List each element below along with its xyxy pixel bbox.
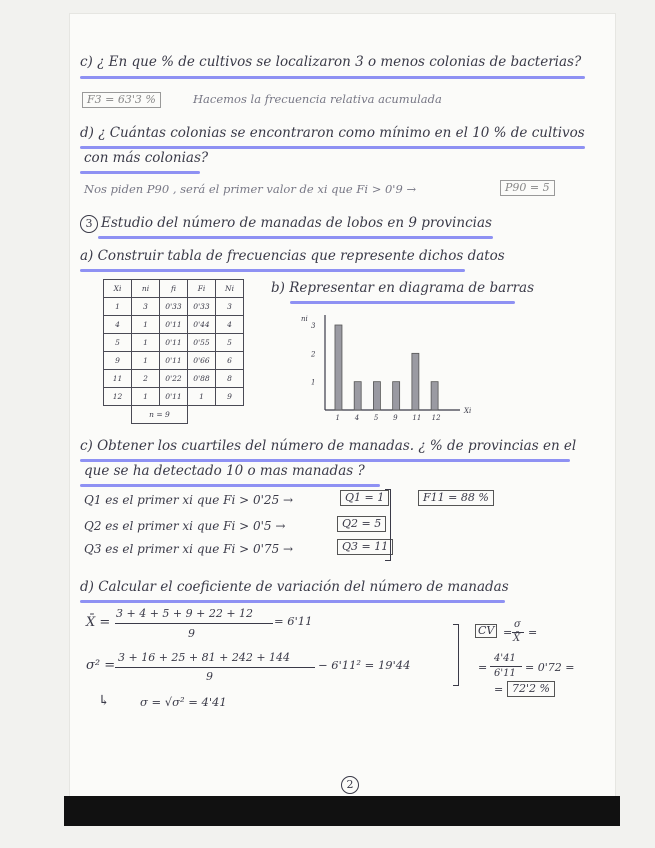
table-row xyxy=(104,370,244,388)
table-cell: 0'88 xyxy=(188,370,216,388)
bar xyxy=(393,382,400,410)
table-cell: 0'11 xyxy=(160,334,188,352)
table-cell: 0'11 xyxy=(160,388,188,406)
table-cell: 1 xyxy=(132,316,160,334)
highlight-d3 xyxy=(80,600,505,603)
bar xyxy=(335,325,342,410)
header-Fi: Fi xyxy=(188,280,216,298)
highlight-d1-line1 xyxy=(80,146,585,149)
frequency-table xyxy=(103,279,244,424)
bar-chart xyxy=(295,300,472,422)
cv-brace xyxy=(453,624,459,686)
table-cell: 0'11 xyxy=(160,316,188,334)
x-tick-label: 9 xyxy=(393,414,398,422)
a3-question: a) Construir tabla de frecuencias que represente dichos datos xyxy=(80,248,505,264)
highlight-c3-line1 xyxy=(80,459,570,462)
c3-question-line2: que se ha detectado 10 o mas manadas ? xyxy=(84,463,365,479)
bar xyxy=(412,353,419,410)
cv-lhs: CV xyxy=(475,624,497,638)
mean-numerator: 3 + 4 + 5 + 9 + 22 + 12 xyxy=(116,607,254,620)
table-cell: 5 xyxy=(216,334,244,352)
d1-question-line1: d) ¿ Cuántas colonias se encontraron como mínimo en el 10 % de cultivos xyxy=(80,125,585,141)
table-cell: 9 xyxy=(216,388,244,406)
highlight-c1 xyxy=(80,76,585,79)
table-cell: 1 xyxy=(188,388,216,406)
mean-fraction-bar xyxy=(115,623,273,624)
page-bottom-edge xyxy=(64,796,620,826)
table-row xyxy=(104,352,244,370)
d1-answer-box: P90 = 5 xyxy=(500,180,555,196)
x-tick-label: 12 xyxy=(431,414,441,422)
mean-lhs: X̄ = xyxy=(86,615,111,630)
cv-value: = 0'72 = xyxy=(525,661,575,674)
table-header-row xyxy=(104,280,244,298)
cv-equals-4: = xyxy=(494,683,504,696)
q3-box: Q3 = 11 xyxy=(337,539,393,555)
d1-question-line2: con más colonias? xyxy=(84,150,209,166)
cv-formula-den: X̄ xyxy=(513,633,521,644)
page-number: 2 xyxy=(341,776,359,794)
highlight-a3 xyxy=(80,269,465,272)
table-cell: 1 xyxy=(132,388,160,406)
bar xyxy=(373,382,380,410)
y-axis-label: ni xyxy=(301,315,308,323)
table-total-row xyxy=(104,406,244,424)
q2-text: Q2 es el primer xi que Fi > 0'5 → xyxy=(84,519,286,533)
table-cell: 3 xyxy=(216,298,244,316)
variance-result: − 6'11² = 19'44 xyxy=(318,658,411,672)
cv-fraction-bar xyxy=(490,666,522,667)
table-cell: 4 xyxy=(216,316,244,334)
highlight-section3 xyxy=(98,236,493,239)
cv-equals-3: = xyxy=(478,661,488,674)
table-row xyxy=(104,388,244,406)
section3-number: 3 xyxy=(80,215,98,233)
table-cell: 0'11 xyxy=(160,352,188,370)
table-row xyxy=(104,316,244,334)
x-tick-label: 5 xyxy=(373,414,379,422)
table-cell: 0'44 xyxy=(188,316,216,334)
d1-answer: Nos piden P90 , será el primer valor de xi que Fi > 0'9 → xyxy=(84,182,417,196)
header-ni: ni xyxy=(132,280,160,298)
b3-question: b) Representar en diagrama de barras xyxy=(271,280,535,296)
table-cell: 0'55 xyxy=(188,334,216,352)
bar xyxy=(431,382,438,410)
c3-question-line1: c) Obtener los cuartiles del número de manadas. ¿ % de provincias en el xyxy=(80,438,577,454)
cv-result-box: 72'2 % xyxy=(507,681,555,697)
y-tick-label: 1 xyxy=(311,378,316,387)
table-cell: 0'33 xyxy=(188,298,216,316)
header-xi: Xi xyxy=(104,280,132,298)
x-tick-label: 11 xyxy=(412,414,422,422)
c1-note: Hacemos la frecuencia relativa acumulada xyxy=(193,92,442,106)
f11-box: F11 = 88 % xyxy=(418,490,494,506)
table-row xyxy=(104,334,244,352)
table-cell: 3 xyxy=(132,298,160,316)
variance-fraction-bar xyxy=(115,667,315,668)
q2-box: Q2 = 5 xyxy=(337,516,386,532)
y-tick-label: 2 xyxy=(311,350,316,359)
cv-num: 4'41 xyxy=(494,653,516,664)
y-tick-label: 3 xyxy=(311,322,316,330)
table-cell: 1 xyxy=(132,334,160,352)
table-cell: 9 xyxy=(104,352,132,370)
header-Ni: Ni xyxy=(216,280,244,298)
quartiles-brace xyxy=(385,489,391,561)
header-fi: fi xyxy=(160,280,188,298)
table-total: n = 9 xyxy=(132,406,188,424)
x-axis-label: Xi xyxy=(464,407,472,415)
q3-text: Q3 es el primer xi que Fi > 0'75 → xyxy=(84,542,294,556)
cv-equals: = xyxy=(503,626,513,639)
highlight-c3-line2 xyxy=(80,484,380,487)
c1-answer-box: F3 = 63'3 % xyxy=(82,92,161,108)
table-cell: 1 xyxy=(104,298,132,316)
q1-box: Q1 = 1 xyxy=(340,490,389,506)
variance-lhs: σ² = xyxy=(86,658,116,673)
bar xyxy=(354,382,361,410)
cv-formula-num: σ xyxy=(514,619,521,630)
table-cell: 2 xyxy=(132,370,160,388)
d3-question: d) Calcular el coeficiente de variación del número de manadas xyxy=(80,579,509,595)
cv-equals-2: = xyxy=(528,626,538,639)
highlight-d1-line2 xyxy=(80,171,200,174)
section3-title: Estudio del número de manadas de lobos en 9 provincias xyxy=(101,215,492,231)
table-cell: 0'66 xyxy=(188,352,216,370)
table-cell: 11 xyxy=(104,370,132,388)
table-cell: 6 xyxy=(216,352,244,370)
table-cell: 8 xyxy=(216,370,244,388)
x-tick-label: 4 xyxy=(354,414,360,422)
table-cell: 4 xyxy=(104,316,132,334)
standard-deviation: σ = √σ² = 4'41 xyxy=(140,695,227,709)
q1-text: Q1 es el primer xi que Fi > 0'25 → xyxy=(84,493,294,507)
mean-denominator: 9 xyxy=(188,627,195,640)
table-cell: 0'33 xyxy=(160,298,188,316)
table-cell: 5 xyxy=(104,334,132,352)
c1-question: c) ¿ En que % de cultivos se localizaron 3 o menos colonias de bacterias? xyxy=(80,54,582,70)
table-cell: 12 xyxy=(104,388,132,406)
table-cell: 1 xyxy=(132,352,160,370)
sd-arrow: ↳ xyxy=(98,693,110,709)
variance-denominator: 9 xyxy=(206,670,213,683)
mean-result: = 6'11 xyxy=(274,614,313,628)
table-row xyxy=(104,298,244,316)
x-tick-label: 1 xyxy=(335,414,340,422)
cv-den: 6'11 xyxy=(494,668,516,679)
table-cell: 0'22 xyxy=(160,370,188,388)
variance-numerator: 3 + 16 + 25 + 81 + 242 + 144 xyxy=(118,651,291,664)
